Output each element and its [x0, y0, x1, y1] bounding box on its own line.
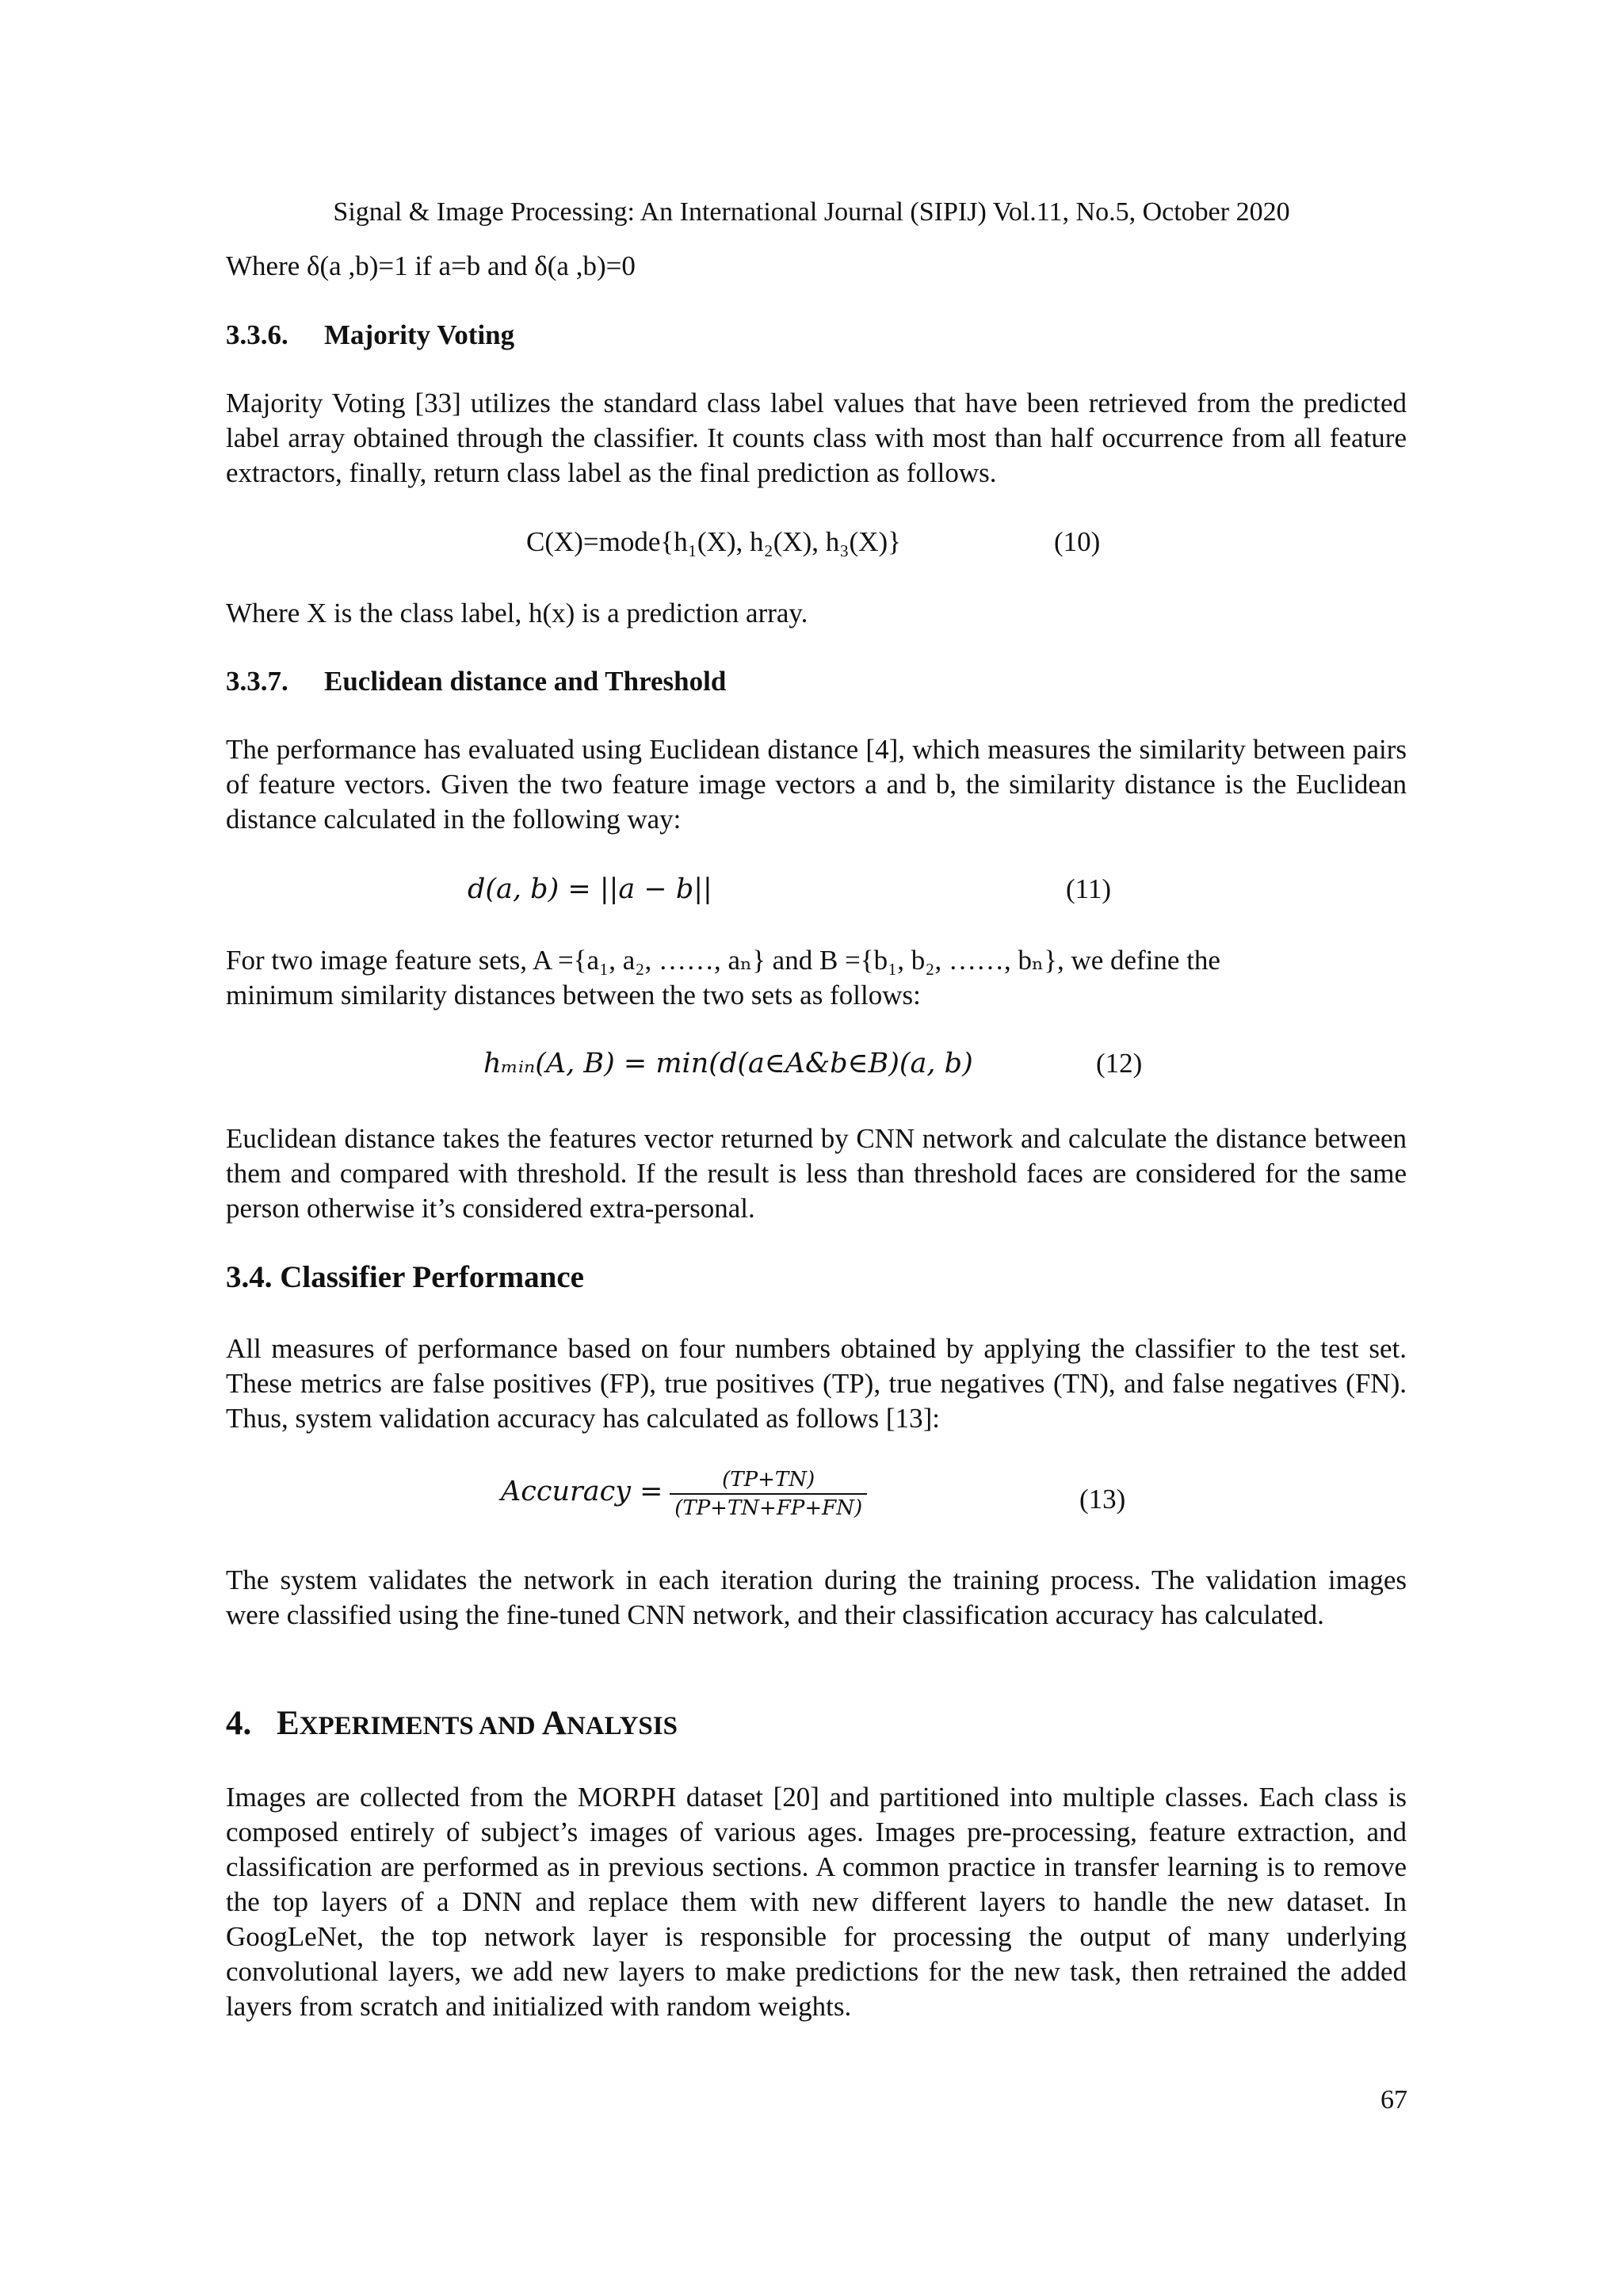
running-header: Signal & Image Processing: An International Journal (SIPIJ) Vol.11, No.5, October 2020 — [333, 197, 1290, 227]
section-title: Classifier Performance — [280, 1260, 584, 1294]
equation-10-number: (10) — [1054, 526, 1101, 557]
fraction-numerator: (TP+TN) — [722, 1468, 815, 1492]
section-number: 3.3.6. — [226, 319, 288, 350]
title-small-caps-1: XPERIMENTS AND — [299, 1712, 542, 1740]
accuracy-lhs: Accuracy = — [501, 1476, 663, 1508]
equation-12-number: (12) — [1096, 1048, 1143, 1079]
section-3-4-heading — [226, 1258, 584, 1297]
experiments-paragraph: Images are collected from the MORPH dataset [20] and partitioned into multiple classes. Each class is composed entirely of subject’s images of various ages. Images pre-processing, feature extraction, and classification are performed as in previous sections. A common practice in transfer learning is to remove the top layers of a DNN and replace them with new different layers to handle the new dataset. In GoogLeNet, the top network layer is responsible for processing the output of many underlying convolutional layers, we add new layers to make predictions for the new task, then retrained the added layers from scratch and initialized with random weights. — [226, 1782, 1407, 2022]
euclidean-paragraph: The performance has evaluated using Euclidean distance [4], which measures the similarity between pairs of feature vectors. Given the two feature image vectors a and b, the similarity distance is the Euclidean distance calculated in the following way: — [226, 734, 1407, 835]
equation-13-number: (13) — [1079, 1484, 1126, 1515]
section-3-3-7-heading — [226, 664, 726, 699]
equation-12: hₘᵢₙ(A, B) = min(d(a∈A&b∈B)(a, b) — [483, 1048, 973, 1079]
validation-paragraph: The system validates the network in each iteration during the training process. The validation images were classified using the fine-tuned CNN network, and their classification accuracy has calculated. — [226, 1564, 1407, 1630]
page-number: 67 — [1381, 2085, 1407, 2115]
feature-sets-line — [226, 943, 1407, 978]
equation-13 — [501, 1466, 867, 1522]
feature-sets-text: For two image feature sets, A ={a₁, a₂, ……, aₙ} and B ={b₁, b₂, ……, bₙ}, we define the — [226, 945, 1220, 976]
threshold-paragraph: Euclidean distance takes the features vector returned by CNN network and calculate the distance between them and compared with threshold. If the result is less than threshold faces are considered for the same person otherwise it’s considered extra-personal. — [226, 1123, 1407, 1224]
section-3-3-6-heading — [226, 318, 514, 353]
equation-11: d(a, b) = ||a − b|| — [468, 873, 712, 905]
section-title: Majority Voting — [324, 319, 515, 350]
equation-10-body: C(X)=mode{h₁(X), h₂(X), h₃(X)} — [526, 526, 901, 557]
section-4-heading — [226, 1702, 678, 1748]
title-cap-a: A — [541, 1705, 567, 1742]
section-number: 3.4. — [226, 1260, 273, 1294]
title-small-caps-2: NALYSIS — [566, 1712, 678, 1740]
section-number: 3.3.7. — [226, 666, 288, 697]
class-label-note: Where X is the class label, h(x) is a prediction array. — [226, 598, 808, 628]
section-title: Euclidean distance and Threshold — [324, 666, 727, 697]
equation-10 — [526, 525, 901, 560]
equation-11-number: (11) — [1066, 873, 1112, 904]
accuracy-fraction — [670, 1466, 867, 1522]
fraction-denominator: (TP+TN+FP+FN) — [670, 1493, 867, 1522]
title-cap-e: E — [277, 1705, 300, 1742]
feature-sets-line-2: minimum similarity distances between the two sets as follows: — [226, 980, 921, 1010]
section-number: 4. — [226, 1705, 252, 1742]
majority-voting-paragraph: Majority Voting [33] utilizes the standard class label values that have been retrieved from the predicted label array obtained through the classifier. It counts class with most than half occurrence from all feature extractors, finally, return class label as the final prediction as follows. — [226, 388, 1407, 488]
where-delta-line: Where δ(a ,b)=1 if a=b and δ(a ,b)=0 — [226, 250, 636, 281]
classifier-performance-paragraph: All measures of performance based on four numbers obtained by applying the classifier to the test set. These metrics are false positives (FP), true positives (TP), true negatives (TN), and false negatives (FN). Thus, system validation accuracy has calculated as follows [13]: — [226, 1333, 1407, 1434]
